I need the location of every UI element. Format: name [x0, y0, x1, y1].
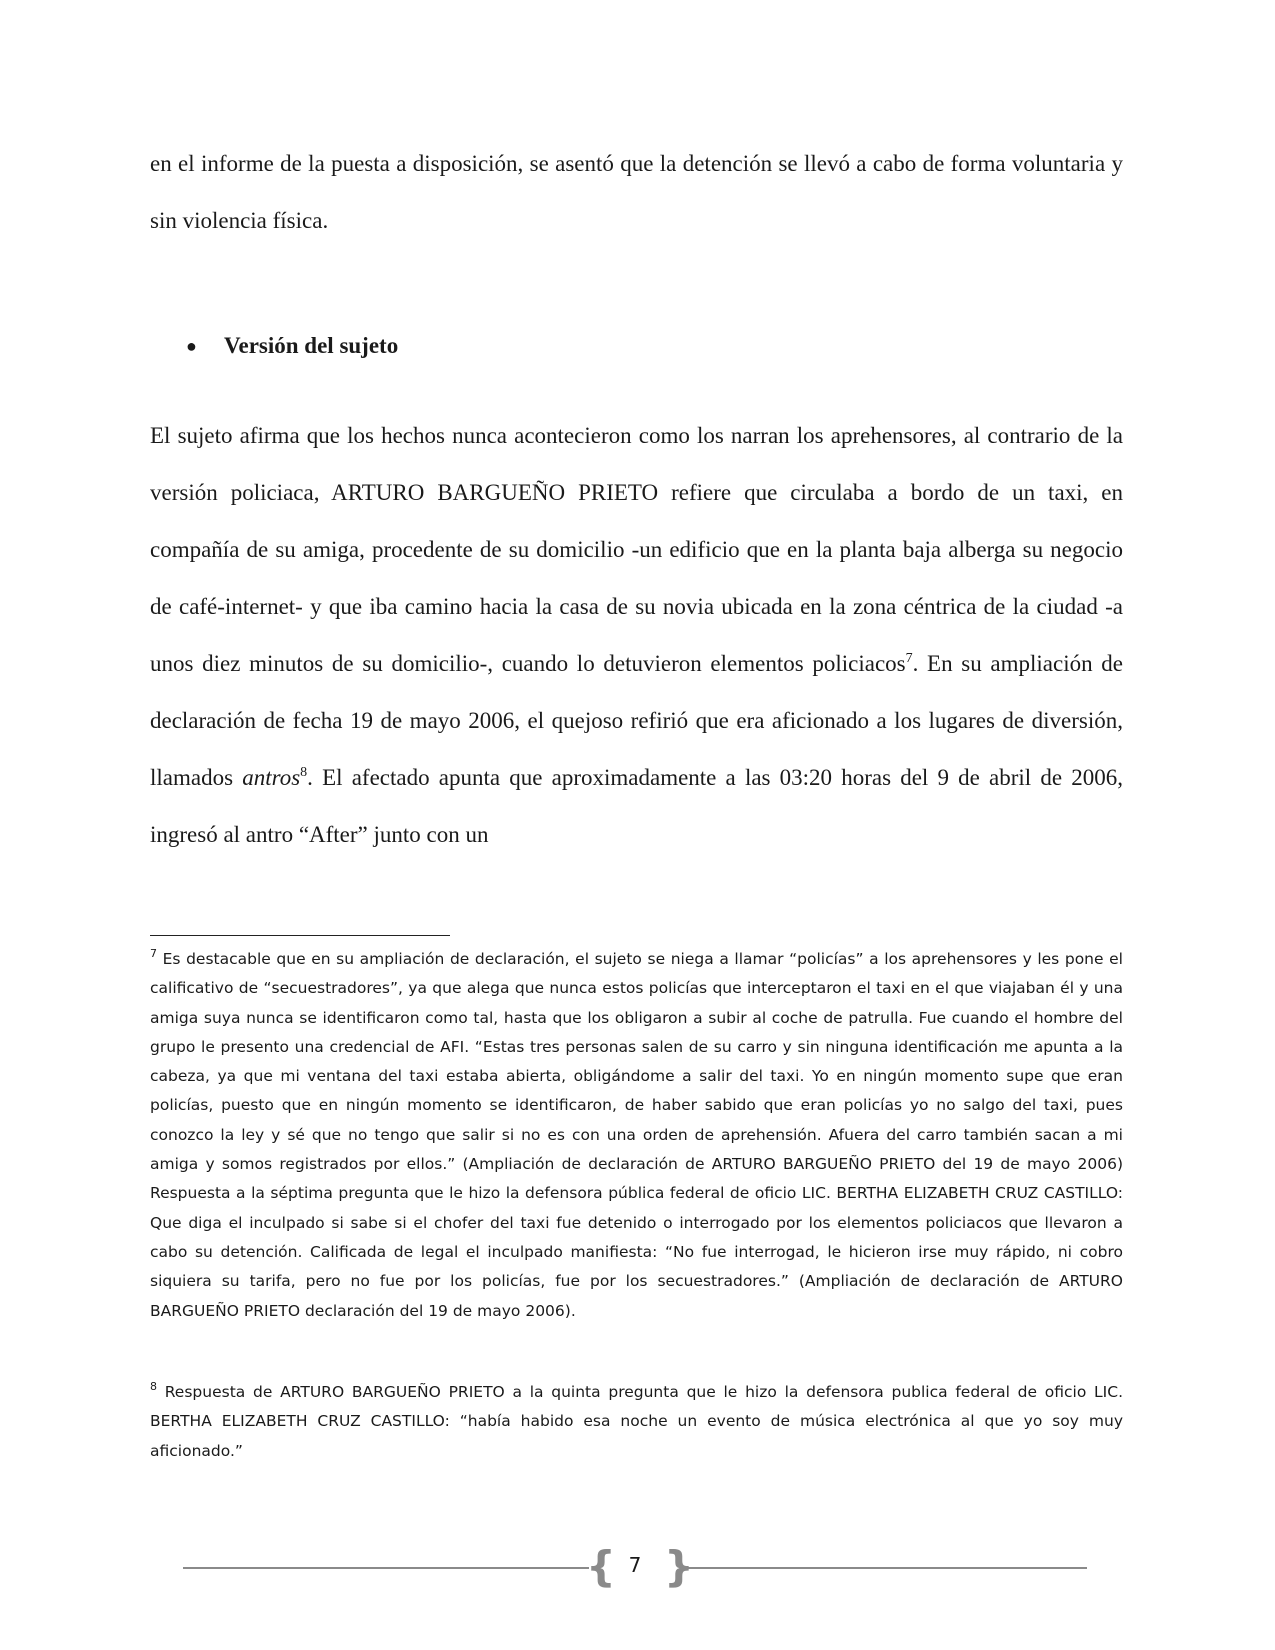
footnote-reference[interactable]: 8: [300, 765, 308, 780]
footnote-number: 8: [150, 1380, 157, 1393]
footnote-8: [150, 1378, 1123, 1466]
footer-rule-right: [681, 1567, 1087, 1569]
section-heading: [186, 333, 398, 359]
italic-term: antros: [242, 765, 301, 790]
paragraph-text: . En su ampliación de declaración de fecha 19 de mayo 2006, el quejoso refirió que era aficionado a los lugares de diversión, llamados: [150, 651, 1123, 790]
footer-rule-left: [183, 1567, 589, 1569]
page-footer: [183, 1543, 1087, 1591]
footnote-number: 7: [150, 947, 157, 960]
right-bracket-icon: }: [664, 1542, 694, 1591]
footnote-text: Es destacable que en su ampliación de declaración, el sujeto se niega a llamar “policías” a los aprehensores y les pone el calificativo de “secuestradores”, ya que alega que nunca estos policías que interceptaron el taxi en el que viajaban él y una amiga suya nunca se identificaron como tal, hasta que los obligaron a subir al coche de patrulla. Fue cuando el hombre del grupo le presento una credencial de AFI. “Estas tres personas salen de su carro y sin ninguna identificación me apunta a la cabeza, ya que mi ventana del taxi estaba abierta, obligándome a salir del taxi. Yo en ningún momento supe que eran policías, puesto que en ningún momento se identificaron, de haber sabido que eran policías yo no salgo del taxi, pues conozco la ley y sé que no tengo que salir si no es con una orden de aprehensión. Afuera del carro también sacan a mi amiga y somos registrados por ellos.” (Ampliación de declaración de ARTURO BARGUEÑO PRIETO del 19 de mayo 2006) Respuesta a la séptima pregunta que le hizo la defensora pública federal de oficio LIC. BERTHA ELIZABETH CRUZ CASTILLO: Que diga el inculpado si sabe si el chofer del taxi fue detenido o interrogado por los elementos policiacos que llevaron a cabo su detención. Calificada de legal el inculpado manifiesta: “No fue interrogad, le hicieron irse muy rápido, ni cobro siquiera su tarifa, pero no fue por los policías, fue por los secuestradores.” (Ampliación de declaración de ARTURO BARGUEÑO PRIETO declaración del 19 de mayo 2006).: [150, 950, 1123, 1320]
page-number: 7: [628, 1553, 642, 1577]
left-bracket-icon: {: [586, 1542, 616, 1591]
footnote-text: Respuesta de ARTURO BARGUEÑO PRIETO a la quinta pregunta que le hizo la defensora publica federal de oficio LIC. BERTHA ELIZABETH CRUZ CASTILLO: “había habido esa noche un evento de música electrónica al que yo soy muy aficionado.”: [150, 1383, 1123, 1460]
paragraph-text: . El afectado apunta que aproximadamente a las 03:20 horas del 9 de abril de 2006, ingresó al antro “After” junto con un: [150, 765, 1123, 847]
paragraph-text: El sujeto afirma que los hechos nunca acontecieron como los narran los aprehensores, al contrario de la versión policiaca, ARTURO BARGUEÑO PRIETO refiere que circulaba a bordo de un taxi, en compañía de su amiga, procedente de su domicilio -un edificio que en la planta baja alberga su negocio de café-internet- y que iba camino hacia la casa de su novia ubicada en la zona céntrica de la ciudad -a unos diez minutos de su domicilio-, cuando lo detuvieron elementos policiacos: [150, 423, 1123, 676]
footnote-separator: [150, 935, 450, 936]
bullet-icon: ●: [186, 335, 197, 356]
paragraph-subject-version: [150, 407, 1123, 863]
footnote-7: [150, 945, 1123, 1326]
footnote-reference[interactable]: 7: [905, 651, 913, 666]
section-heading-text: Versión del sujeto: [224, 333, 399, 358]
paragraph-continuation: en el informe de la puesta a disposición, se asentó que la detención se llevó a cabo de forma voluntaria y sin violencia física.: [150, 151, 1123, 233]
